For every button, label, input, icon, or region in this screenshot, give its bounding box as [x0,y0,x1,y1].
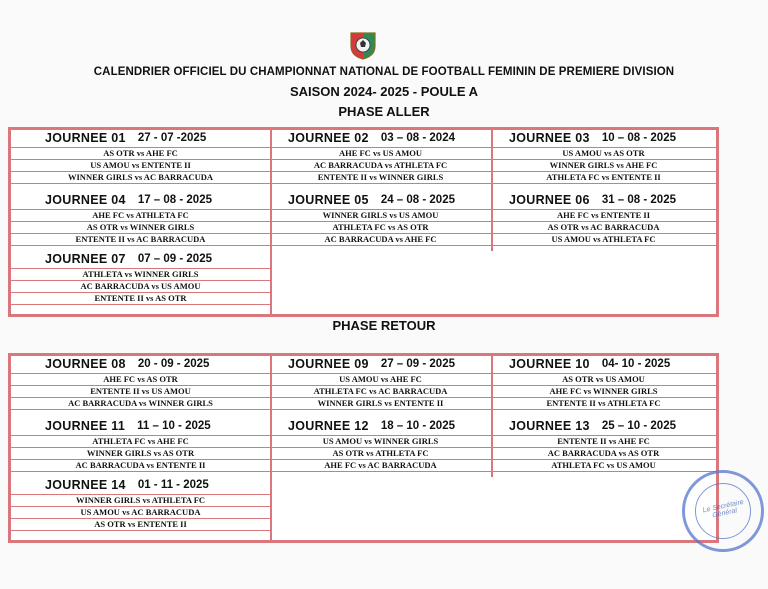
journee-cell [491,192,716,252]
journee-number: JOURNEE 08 [45,357,126,371]
match-row: AC BARRACUDA vs ATHLETA FC [270,159,491,171]
column-divider [270,251,272,314]
match-row: AHE FC vs ATHLETA FC [11,209,270,221]
match-row: ATHLETA FC vs AHE FC [11,435,270,447]
journee-header [270,418,491,434]
match-row: AC BARRACUDA vs AHE FC [270,233,491,246]
journee-number: JOURNEE 04 [45,193,126,207]
journee-date: 03 – 08 - 2024 [380,132,455,144]
journee-date: 04- 10 - 2025 [601,358,671,370]
phase-aller-table [8,127,719,317]
journee-number: JOURNEE 13 [509,419,590,433]
column-divider [491,130,493,251]
match-row: AHE FC vs ENTENTE II [491,209,716,221]
match-row: ATHLETA FC vs ENTENTE II [491,171,716,184]
match-row: WINNER GIRLS vs ATHLETA FC [11,494,270,506]
journee-header [11,356,270,372]
journee-cell [491,418,716,478]
phase-retour-table [8,353,719,543]
match-row: AHE FC vs US AMOU [270,147,491,159]
match-row: AC BARRACUDA vs US AMOU [11,280,270,292]
match-row: AS OTR vs AHE FC [11,147,270,159]
journee-date: 31 – 08 - 2025 [601,194,676,206]
journee-cell [11,251,270,311]
match-row: AHE FC vs WINNER GIRLS [491,385,716,397]
match-list [491,435,716,472]
journee-number: JOURNEE 07 [45,252,126,266]
match-row: US AMOU vs AS OTR [491,147,716,159]
journee-number: JOURNEE 02 [288,131,369,145]
match-row: US AMOU vs AHE FC [270,373,491,385]
match-row: US AMOU vs ENTENTE II [11,159,270,171]
journee-date: 17 – 08 - 2025 [137,194,212,206]
journee-cell [491,356,716,416]
match-row: US AMOU vs AC BARRACUDA [11,506,270,518]
journee-cell [270,130,491,190]
journee-cell [11,130,270,190]
official-stamp [682,470,764,552]
column-divider [270,356,272,477]
match-row: US AMOU vs WINNER GIRLS [270,435,491,447]
match-list [270,373,491,410]
match-row: ENTENTE II vs US AMOU [11,385,270,397]
journee-header [11,251,270,267]
journee-header [11,418,270,434]
journee-header [491,192,716,208]
match-list [491,209,716,246]
journee-date: 27 - 07 -2025 [137,132,207,144]
match-row: ENTENTE II vs ATHLETA FC [491,397,716,410]
match-row: AS OTR vs ENTENTE II [11,518,270,531]
match-list [270,209,491,246]
match-row: ENTENTE II vs AC BARRACUDA [11,233,270,246]
journee-date: 11 – 10 - 2025 [137,420,211,432]
season-label: SAISON 2024- 2025 - POULE A [289,84,479,99]
match-list [11,209,270,246]
journee-date: 20 - 09 - 2025 [137,358,210,370]
match-row: AC BARRACUDA vs AS OTR [491,447,716,459]
phase-aller-label: PHASE ALLER [338,104,430,119]
journee-cell [11,418,270,478]
match-row: US AMOU vs ATHLETA FC [491,233,716,246]
match-list [270,435,491,472]
journee-number: JOURNEE 09 [288,357,369,371]
match-row: AC BARRACUDA vs WINNER GIRLS [11,397,270,410]
journee-header [11,477,270,493]
journee-date: 18 – 10 - 2025 [380,420,455,432]
column-divider [491,356,493,477]
journee-header [270,356,491,372]
match-row: WINNER GIRLS vs US AMOU [270,209,491,221]
match-row: ENTENTE II vs AHE FC [491,435,716,447]
journee-header [270,130,491,146]
match-row: WINNER GIRLS vs AC BARRACUDA [11,171,270,184]
match-row: WINNER GIRLS vs ENTENTE II [270,397,491,410]
journee-header [491,418,716,434]
match-row: AC BARRACUDA vs ENTENTE II [11,459,270,472]
journee-date: 27 – 09 - 2025 [380,358,455,370]
match-list [491,147,716,184]
journee-number: JOURNEE 06 [509,193,590,207]
column-divider [270,477,272,540]
match-row: ENTENTE II vs AS OTR [11,292,270,305]
match-list [270,147,491,184]
journee-header [491,356,716,372]
journee-number: JOURNEE 11 [45,419,126,433]
match-row: ATHLETA FC vs AS OTR [270,221,491,233]
match-list [11,435,270,472]
journee-date: 07 – 09 - 2025 [137,253,212,265]
journee-cell [270,192,491,252]
match-row: ATHLETA FC vs US AMOU [491,459,716,472]
journee-date: 24 – 08 - 2025 [380,194,455,206]
journee-number: JOURNEE 14 [45,478,126,492]
match-list [11,373,270,410]
match-row: WINNER GIRLS vs AHE FC [491,159,716,171]
stamp-text: Le Secrétaire Général [702,498,745,520]
journee-cell [270,356,491,416]
journee-date: 01 - 11 - 2025 [137,479,209,491]
journee-number: JOURNEE 10 [509,357,590,371]
match-list [11,268,270,305]
journee-cell [11,192,270,252]
match-row: ATHLETA vs WINNER GIRLS [11,268,270,280]
match-list [11,147,270,184]
match-row: AHE FC vs AS OTR [11,373,270,385]
journee-cell [11,477,270,537]
journee-date: 25 – 10 - 2025 [601,420,676,432]
match-row: AS OTR vs AC BARRACUDA [491,221,716,233]
phase-retour-label: PHASE RETOUR [332,318,436,333]
document-title: CALENDRIER OFFICIEL DU CHAMPIONNAT NATIONAL DE FOOTBALL FEMININ DE PREMIERE DIVISION [93,66,675,78]
journee-date: 10 – 08 - 2025 [601,132,676,144]
column-divider [270,130,272,251]
match-row: AHE FC vs AC BARRACUDA [270,459,491,472]
journee-header [491,130,716,146]
journee-number: JOURNEE 03 [509,131,590,145]
journee-number: JOURNEE 12 [288,419,369,433]
journee-header [11,130,270,146]
journee-cell [491,130,716,190]
match-row: ATHLETA FC vs AC BARRACUDA [270,385,491,397]
match-list [11,494,270,531]
match-row: AS OTR vs ATHLETA FC [270,447,491,459]
match-row: ENTENTE II vs WINNER GIRLS [270,171,491,184]
match-list [491,373,716,410]
journee-number: JOURNEE 01 [45,131,126,145]
journee-header [270,192,491,208]
match-row: WINNER GIRLS vs AS OTR [11,447,270,459]
federation-logo-icon [347,30,379,60]
match-row: AS OTR vs US AMOU [491,373,716,385]
match-row: AS OTR vs WINNER GIRLS [11,221,270,233]
journee-cell [11,356,270,416]
journee-cell [270,418,491,478]
journee-number: JOURNEE 05 [288,193,369,207]
journee-header [11,192,270,208]
